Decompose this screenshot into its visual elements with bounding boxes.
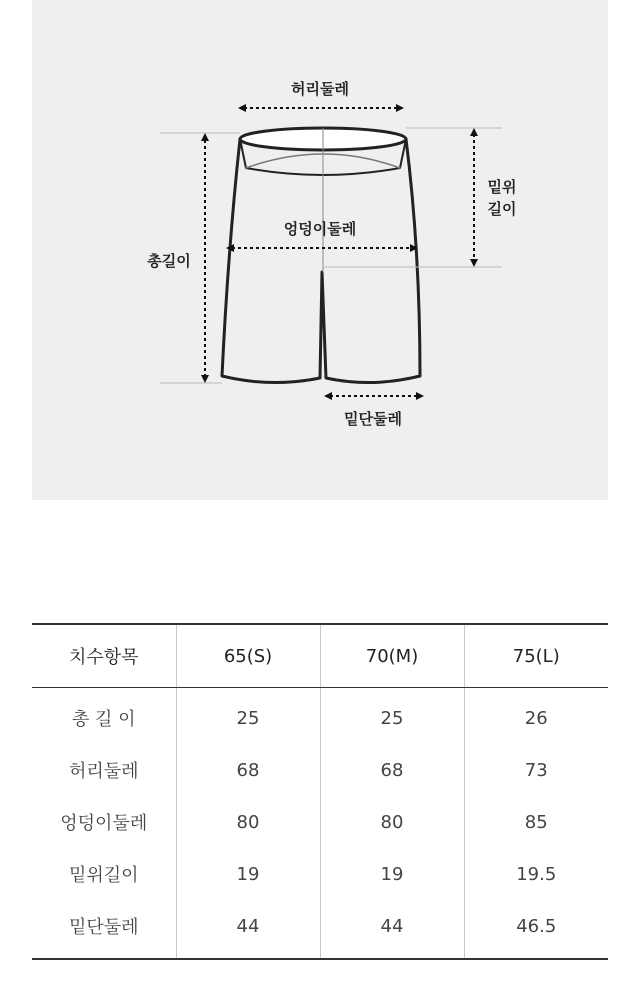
rise-label-line2: 길이: [487, 200, 517, 218]
table-cell: 85: [464, 796, 608, 848]
rise-label-line1: 밑위: [487, 178, 517, 196]
table-cell: 19.5: [464, 848, 608, 900]
table-cell: 26: [464, 688, 608, 745]
size-table-header-row: [32, 624, 608, 688]
guide-lines: [160, 128, 502, 383]
total-length-label: 총길이: [147, 252, 191, 270]
row-label: 밑단둘레: [32, 900, 176, 959]
header-size-l: 75(L): [464, 624, 608, 688]
table-cell: 80: [320, 796, 464, 848]
waist-label: 허리둘레: [291, 80, 349, 98]
header-size-m: 70(M): [320, 624, 464, 688]
header-measurement-item: 치수항목: [32, 624, 176, 688]
table-cell: 44: [320, 900, 464, 959]
table-row: [32, 688, 608, 745]
table-row: [32, 900, 608, 959]
header-size-s: 65(S): [176, 624, 320, 688]
table-cell: 25: [320, 688, 464, 745]
table-cell: 19: [320, 848, 464, 900]
table-cell: 80: [176, 796, 320, 848]
shorts-measurement-diagram: [32, 0, 608, 500]
row-label: 허리둘레: [68, 761, 139, 782]
table-cell: 19: [176, 848, 320, 900]
table-cell: 73: [464, 744, 608, 796]
table-row: [32, 744, 608, 796]
size-diagram-panel: [32, 0, 608, 500]
table-cell: 46.5: [464, 900, 608, 959]
row-label: 총 길 이: [71, 709, 136, 730]
size-table: [32, 623, 608, 960]
table-cell: 44: [176, 900, 320, 959]
table-row: [32, 796, 608, 848]
table-row: [32, 848, 608, 900]
row-label: 엉덩이둘레: [60, 813, 148, 834]
table-cell: 25: [176, 688, 320, 745]
row-label: 밑위길이: [68, 865, 139, 886]
table-cell: 68: [320, 744, 464, 796]
hem-label: 밑단둘레: [344, 410, 402, 428]
shorts-illustration: [222, 128, 420, 383]
hip-label: 엉덩이둘레: [283, 220, 357, 238]
table-cell: 68: [176, 744, 320, 796]
